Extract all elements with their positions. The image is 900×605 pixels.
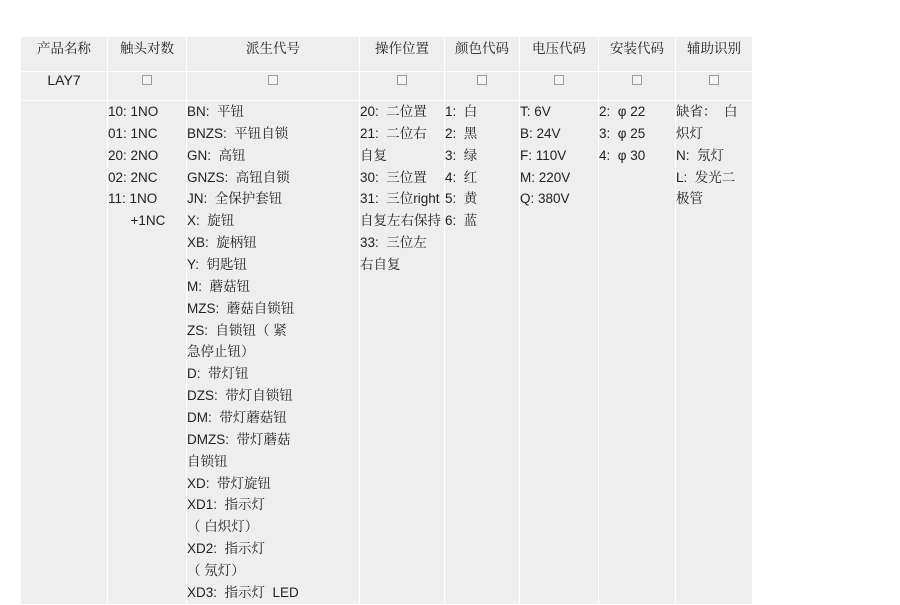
detail-line: 20: 2NO — [108, 147, 159, 163]
detail-line: 2: φ 22 — [599, 104, 646, 119]
column-header-derivative-code: 派生代号 — [187, 37, 360, 72]
detail-line: XD2: 指示灯 — [187, 541, 266, 557]
detail-line: XD: 带灯旋钮 — [187, 475, 272, 491]
detail-line: BNZS: 平钮自锁 — [187, 125, 289, 141]
detail-line: 5: 黄 — [445, 191, 478, 207]
code-slot-auxiliary-id — [676, 72, 753, 101]
detail-contact-pairs — [108, 101, 187, 605]
detail-line: 急停止钮） — [187, 344, 255, 360]
detail-line: 31: 三位right — [360, 191, 440, 207]
detail-line: 自复 — [360, 147, 387, 163]
detail-line: 4: φ 30 — [599, 147, 646, 163]
table-header — [21, 37, 753, 72]
detail-line: 右自复 — [360, 257, 401, 273]
detail-line: 01: 1NC — [108, 125, 158, 141]
detail-line: Y: 钥匙钮 — [187, 257, 248, 273]
code-slot-contact-pairs — [108, 72, 187, 101]
code-row — [21, 72, 753, 101]
detail-line: Q: 380V — [520, 191, 570, 207]
detail-line: MZS: 蘑菇自锁钮 — [187, 300, 295, 316]
detail-line: +1NC — [108, 213, 166, 229]
code-slot-derivative-code — [187, 72, 360, 101]
code-slot-voltage-code — [520, 72, 599, 101]
detail-line: 02: 2NC — [108, 169, 158, 185]
detail-voltage-code — [520, 101, 599, 605]
square-box-icon — [554, 75, 564, 85]
product-model-value: LAY7 — [21, 72, 108, 101]
detail-line: 缺省： 白 — [676, 104, 738, 119]
detail-line: 1: 白 — [445, 104, 478, 119]
detail-line: JN: 全保护套钮 — [187, 191, 283, 207]
detail-line: XD3: 指示灯 LED — [187, 584, 299, 600]
code-slot-color-code — [445, 72, 520, 101]
column-header-color-code: 颜色代码 — [445, 37, 520, 72]
square-box-icon — [477, 75, 487, 85]
detail-line: BN: 平钮 — [187, 104, 245, 119]
detail-line: 21: 二位右 — [360, 125, 427, 141]
detail-line: L: 发光二 — [676, 169, 736, 185]
square-box-icon — [709, 75, 719, 85]
detail-line: 6: 蓝 — [445, 213, 478, 229]
detail-color-code — [445, 101, 520, 605]
detail-line: T: 6V — [520, 104, 551, 119]
detail-line: GNZS: 高钮自锁 — [187, 169, 290, 185]
detail-line: N: 氖灯 — [676, 147, 725, 163]
detail-line: DZS: 带灯自锁钮 — [187, 388, 293, 404]
code-slot-mounting-code — [599, 72, 676, 101]
detail-line: M: 220V — [520, 169, 571, 185]
detail-line: 极管 — [676, 191, 703, 207]
detail-line: X: 旋钮 — [187, 213, 235, 229]
column-header-operating-position: 操作位置 — [360, 37, 445, 72]
detail-line: M: 蘑菇钮 — [187, 278, 250, 294]
detail-line: D: 带灯钮 — [187, 366, 249, 382]
detail-line: （ 氖灯） — [187, 563, 245, 579]
detail-line: 2: 黑 — [445, 125, 478, 141]
column-header-product-name: 产品名称 — [21, 37, 108, 72]
detail-row — [21, 101, 753, 605]
column-header-auxiliary-id: 辅助识别 — [676, 37, 753, 72]
table-header-row — [21, 37, 753, 72]
code-slot-operating-position — [360, 72, 445, 101]
detail-line: 4: 红 — [445, 169, 478, 185]
detail-auxiliary-id — [676, 101, 753, 605]
detail-line: 10: 1NO — [108, 104, 159, 119]
detail-line: GN: 高钮 — [187, 147, 246, 163]
detail-product-name — [21, 101, 108, 605]
table-body — [21, 72, 753, 605]
detail-derivative-code — [187, 101, 360, 605]
square-box-icon — [632, 75, 642, 85]
detail-line: F: 110V — [520, 147, 567, 163]
detail-line: 11: 1NO — [108, 191, 158, 207]
detail-line: 20: 二位置 — [360, 104, 427, 119]
detail-line: 33: 三位左 — [360, 235, 427, 251]
detail-mounting-code — [599, 101, 676, 605]
detail-line: 30: 三位置 — [360, 169, 427, 185]
detail-line: XB: 旋柄钮 — [187, 235, 257, 251]
column-header-contact-pairs: 触头对数 — [108, 37, 187, 72]
detail-line: DM: 带灯蘑菇钮 — [187, 410, 287, 426]
detail-line: 自复左右保持 — [360, 213, 441, 229]
square-box-icon — [142, 75, 152, 85]
detail-line: XD1: 指示灯 — [187, 497, 266, 513]
detail-operating-position — [360, 101, 445, 605]
detail-line: 炽灯 — [676, 125, 703, 141]
detail-line: 3: φ 25 — [599, 125, 646, 141]
detail-line: B: 24V — [520, 125, 561, 141]
column-header-voltage-code: 电压代码 — [520, 37, 599, 72]
detail-line: DMZS: 带灯蘑菇 — [187, 431, 291, 447]
detail-line: ZS: 自锁钮（ 紧 — [187, 322, 287, 338]
detail-line: （ 白炽灯） — [187, 519, 259, 535]
detail-line: 3: 绿 — [445, 147, 478, 163]
product-code-spec-table — [20, 36, 753, 605]
column-header-mounting-code: 安装代码 — [599, 37, 676, 72]
square-box-icon — [268, 75, 278, 85]
square-box-icon — [397, 75, 407, 85]
detail-line: 自锁钮 — [187, 453, 228, 469]
